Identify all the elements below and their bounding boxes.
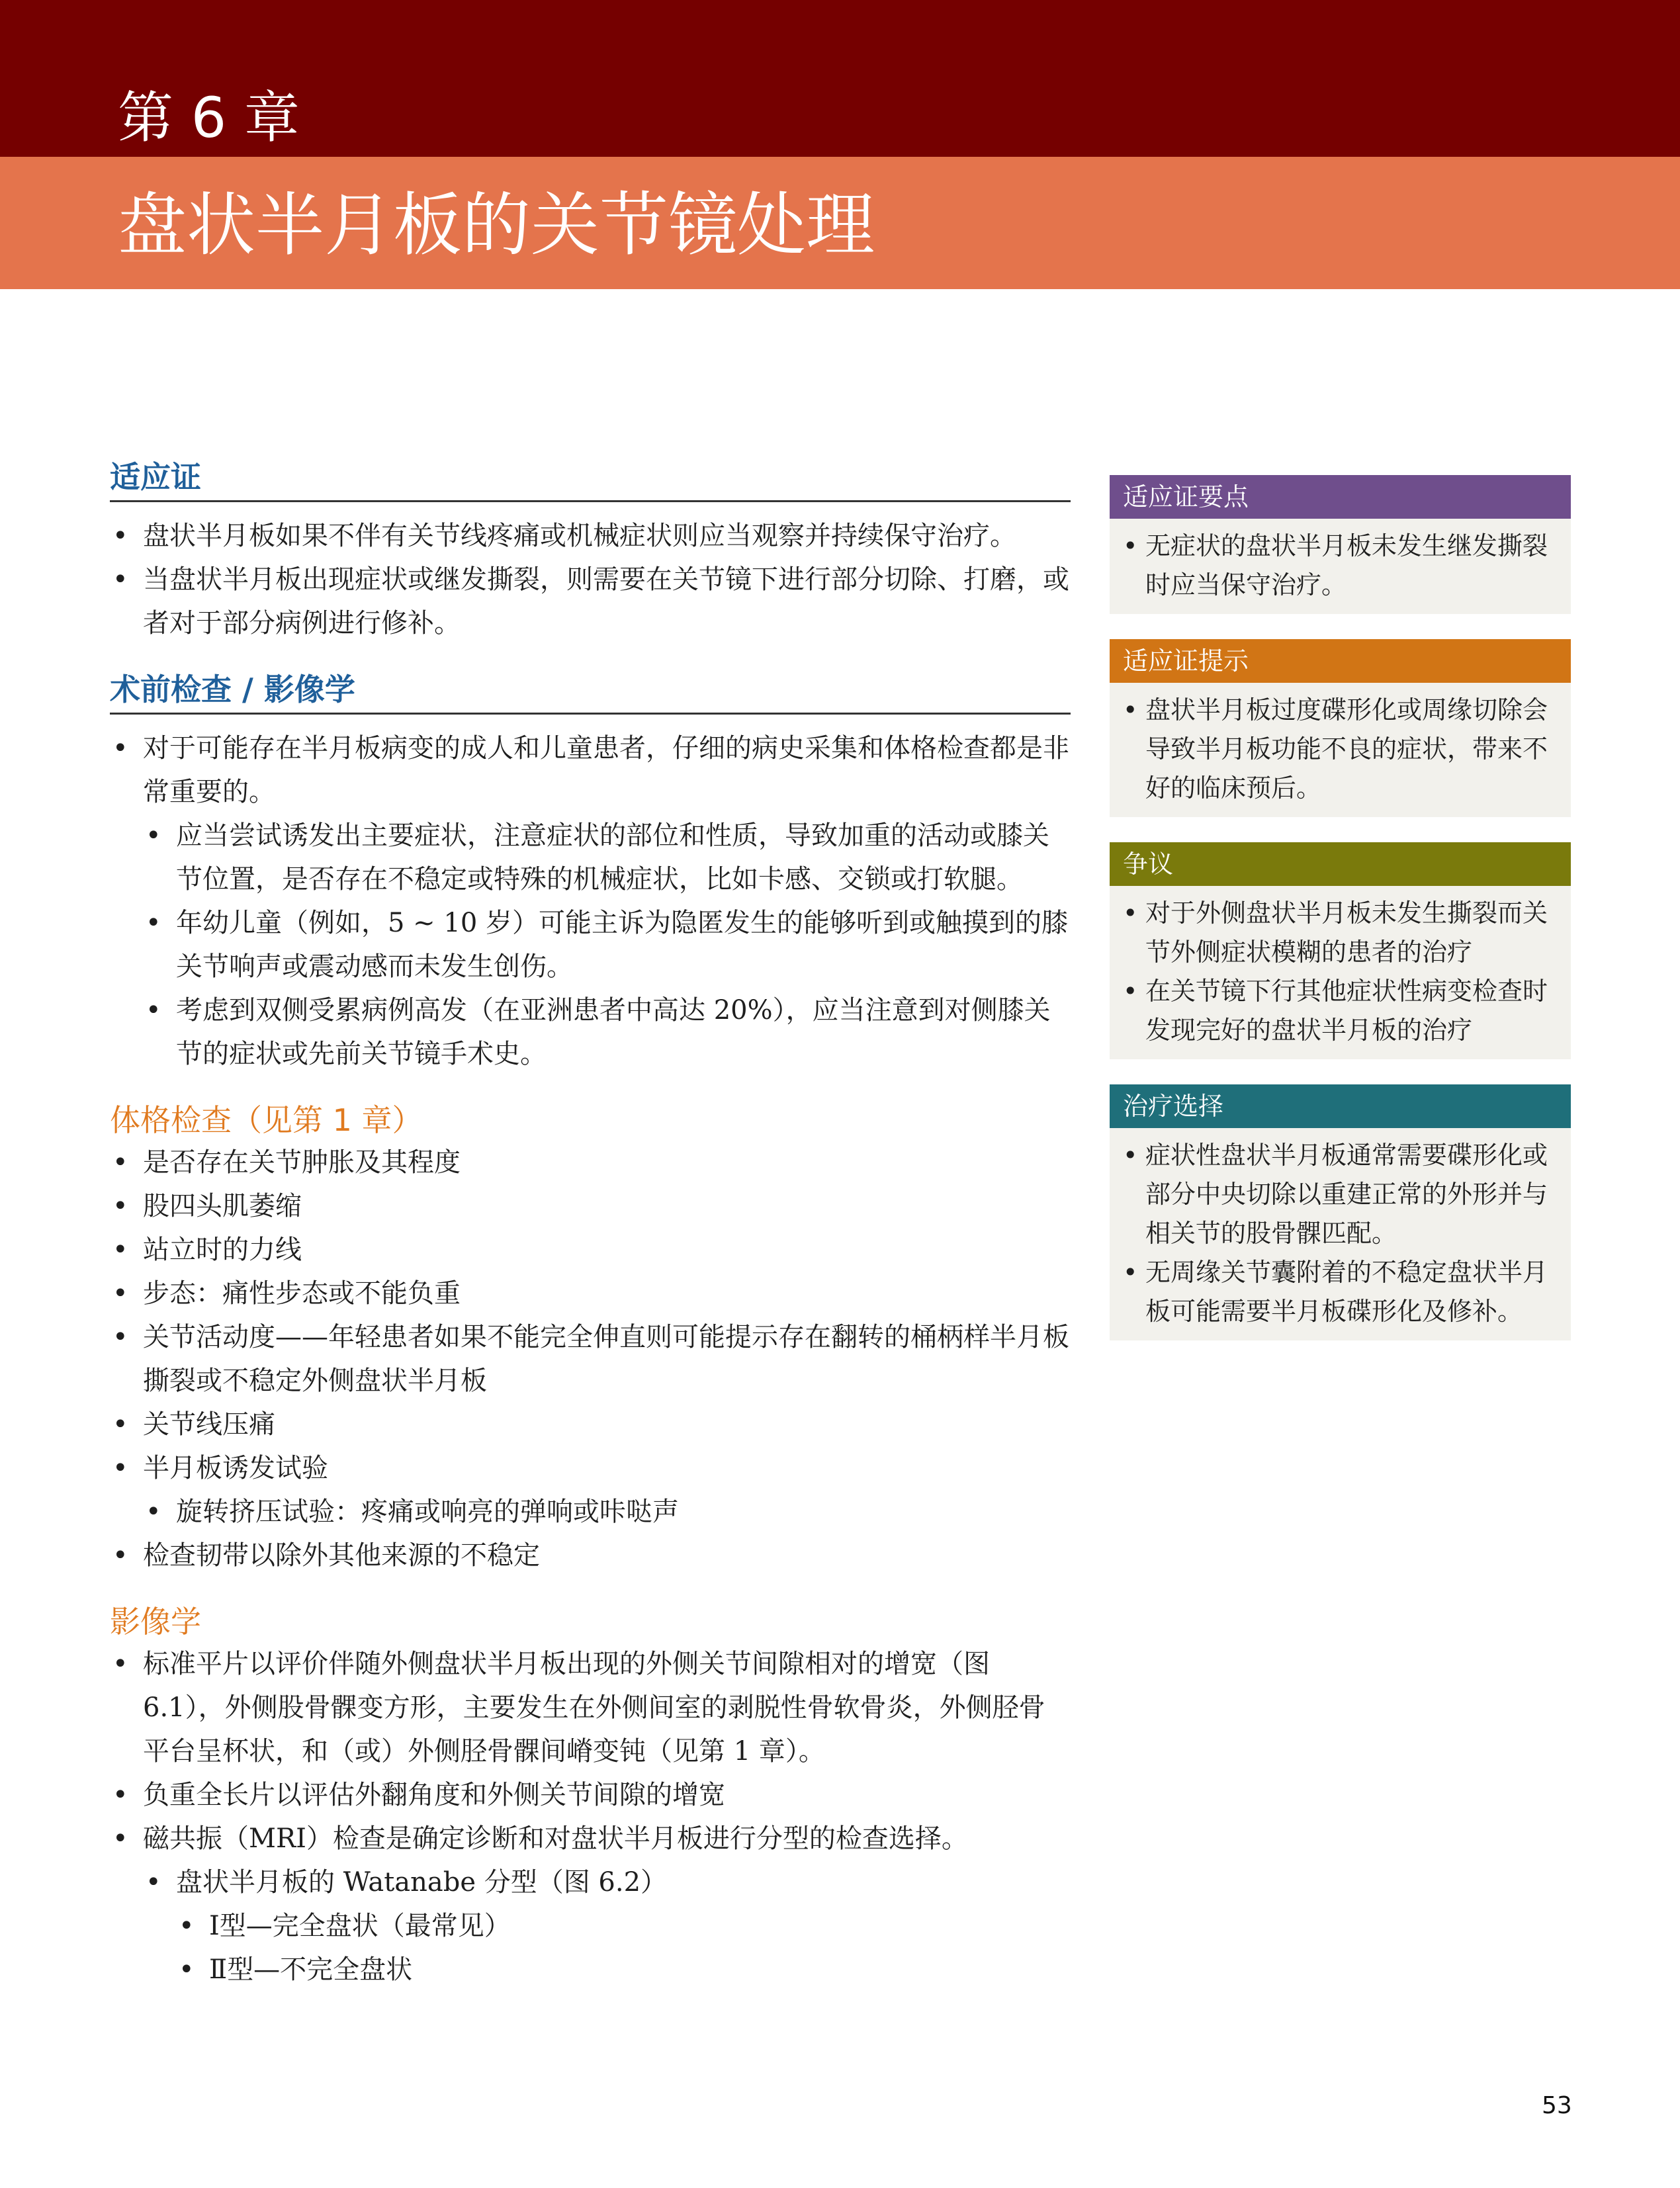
list-item: • 关节线压痛 — [110, 1403, 1071, 1446]
sidebar-box-controversies — [1110, 842, 1571, 1059]
list-subitem: • 应当尝试诱发出主要症状，注意症状的部位和性质，导致加重的活动或膝关节位置，是否存在不稳定或特殊的机械症状，比如卡感、交锁或打软腿。 — [143, 814, 1071, 901]
section-heading-imaging: 影像学 — [110, 1604, 201, 1640]
list-item: • 关节活动度——年轻患者如果不能完全伸直则可能提示存在翻转的桶柄样半月板撕裂或不稳定外侧盘状半月板 — [110, 1315, 1071, 1403]
list-item: • 检查韧带以除外其他来源的不稳定 — [110, 1534, 1071, 1577]
list-subitem: • 考虑到双侧受累病例高发（在亚洲患者中高达 20%），应当注意到对侧膝关节的症状或先前关节镜手术史。 — [143, 988, 1071, 1076]
box-title: 适应证提示 — [1110, 639, 1571, 683]
exam-list — [110, 1141, 1071, 1577]
list-subsubitem: • Ⅰ型—完全盘状（最常见） — [176, 1904, 1071, 1948]
box-title: 争议 — [1110, 842, 1571, 886]
sidebar-box-treatment — [1110, 1084, 1571, 1340]
page-number: 53 — [1542, 2092, 1572, 2119]
box-item: • 症状性盘状半月板通常需要碟形化或部分中央切除以重建正常的外形并与相关节的股骨髁匹配。 — [1122, 1136, 1559, 1253]
list-item: • 盘状半月板如果不伴有关节线疼痛或机械症状则应当观察并持续保守治疗。 — [110, 514, 1071, 558]
list-item: • 磁共振（MRI）检查是确定诊断和对盘状半月板进行分型的检查选择。 — [110, 1817, 1071, 1860]
box-title: 治疗选择 — [1110, 1084, 1571, 1128]
list-item: • 半月板诱发试验 — [110, 1446, 1071, 1490]
chapter-title: 盘状半月板的关节镜处理 — [118, 185, 875, 265]
indications-list — [110, 514, 1071, 645]
list-item: • 站立时的力线 — [110, 1228, 1071, 1272]
box-title: 适应证要点 — [1110, 475, 1571, 519]
list-item: • 对于可能存在半月板病变的成人和儿童患者，仔细的病史采集和体格检查都是非常重要的。 — [110, 726, 1071, 814]
list-item: • 是否存在关节肿胀及其程度 — [110, 1141, 1071, 1184]
list-item: • 股四头肌萎缩 — [110, 1184, 1071, 1228]
box-item: • 在关节镜下行其他症状性病变检查时发现完好的盘状半月板的治疗 — [1122, 972, 1559, 1050]
sidebar-box-pitfalls — [1110, 639, 1571, 817]
imaging-list — [110, 1642, 1071, 1991]
list-item: • 标准平片以评价伴随外侧盘状半月板出现的外侧关节间隙相对的增宽（图 6.1），外侧股骨髁变方形，主要发生在外侧间室的剥脱性骨软骨炎，外侧胫骨平台呈杯状，和（或）外侧胫骨髁间嵴变钝（见第 1 章）。 — [110, 1642, 1071, 1773]
list-item: • 当盘状半月板出现症状或继发撕裂，则需要在关节镜下进行部分切除、打磨，或者对于部分病例进行修补。 — [110, 558, 1071, 645]
sidebar-box-key-points — [1110, 475, 1571, 614]
section-heading-exam: 体格检查（见第 1 章） — [110, 1102, 423, 1138]
chapter-number: 第 6 章 — [118, 85, 300, 150]
preop-list — [110, 726, 1071, 1076]
section-heading-indications: 适应证 — [110, 457, 1071, 502]
box-item: • 盘状半月板过度碟形化或周缘切除会导致半月板功能不良的症状，带来不好的临床预后。 — [1122, 691, 1559, 808]
box-item: • 无周缘关节囊附着的不稳定盘状半月板可能需要半月板碟形化及修补。 — [1122, 1253, 1559, 1331]
section-heading-preop: 术前检查 / 影像学 — [110, 669, 1071, 715]
list-subsubitem: • Ⅱ型—不完全盘状 — [176, 1948, 1071, 1991]
sidebar — [1110, 475, 1571, 1366]
list-subitem: • 年幼儿童（例如，5 ~ 10 岁）可能主诉为隐匿发生的能够听到或触摸到的膝关节响声或震动感而未发生创伤。 — [143, 901, 1071, 988]
box-item: • 无症状的盘状半月板未发生继发撕裂时应当保守治疗。 — [1122, 527, 1559, 605]
list-item: • 负重全长片以评估外翻角度和外侧关节间隙的增宽 — [110, 1773, 1071, 1817]
box-item: • 对于外侧盘状半月板未发生撕裂而关节外侧症状模糊的患者的治疗 — [1122, 894, 1559, 972]
list-subitem: • 盘状半月板的 Watanabe 分型（图 6.2） — [143, 1860, 1071, 1904]
list-item: • 步态：痛性步态或不能负重 — [110, 1272, 1071, 1315]
main-column — [110, 457, 1071, 1991]
list-subitem: • 旋转挤压试验：疼痛或响亮的弹响或咔哒声 — [143, 1490, 1071, 1534]
